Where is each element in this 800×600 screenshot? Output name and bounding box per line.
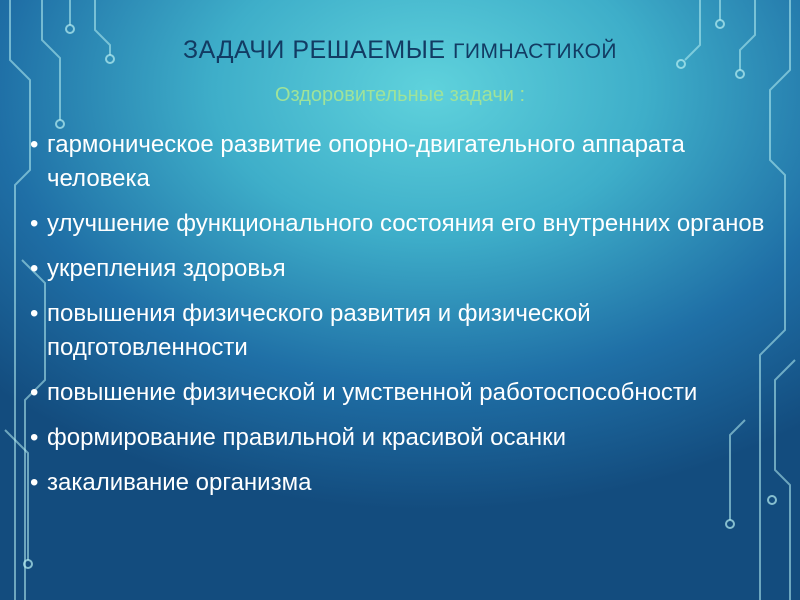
list-item	[30, 376, 770, 410]
list-item-text: повышение физической и умственной работоспособности	[47, 379, 698, 406]
bullet-icon: •	[30, 210, 39, 237]
list-item-text: закаливание организма	[47, 469, 312, 496]
list-item-text: формирование правильной и красивой осанки	[47, 424, 567, 451]
title-small: ГИМНАСТИКОЙ	[453, 40, 617, 63]
list-item	[30, 466, 770, 500]
bullet-icon: •	[30, 255, 39, 282]
list-item-text: повышения физического развития и физической подготовленности	[47, 300, 591, 361]
list-item-text: гармоническое развитие опорно-двигательного аппарата человека	[47, 131, 685, 192]
list-item-text: укрепления здоровья	[47, 255, 286, 282]
bullet-icon: •	[30, 300, 39, 327]
task-list	[30, 128, 770, 511]
bullet-icon: •	[30, 469, 39, 496]
slide-subtitle: Оздоровительные задачи :	[274, 84, 526, 106]
bullet-icon: •	[30, 424, 39, 451]
list-item	[30, 252, 770, 286]
title-main: ЗАДАЧИ РЕШАЕМЫЕ	[182, 36, 454, 64]
slide-title	[0, 36, 800, 65]
bullet-icon: •	[30, 379, 39, 406]
list-item	[30, 421, 770, 455]
list-item	[30, 207, 770, 241]
list-item-text: улучшение функционального состояния его внутренних органов	[47, 210, 765, 237]
list-item	[30, 128, 770, 196]
bullet-icon: •	[30, 131, 39, 158]
list-item	[30, 297, 770, 365]
